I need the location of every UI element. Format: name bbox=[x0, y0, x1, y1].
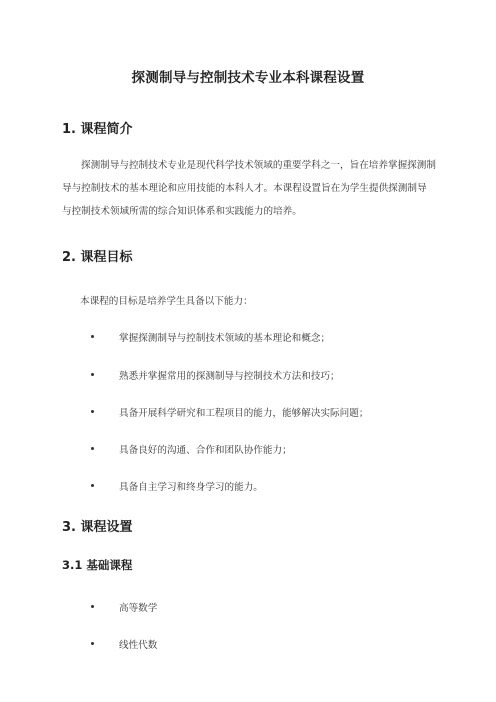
bullet-icon bbox=[91, 642, 94, 645]
list-item-text: 具备良好的沟通、合作和团队协作能力； bbox=[119, 445, 292, 456]
goals-lead-text: 本课程的目标是培养学生具备以下能力： bbox=[80, 296, 253, 307]
bullet-icon bbox=[91, 605, 94, 608]
list-item-text: 掌握探测制导与控制技术领域的基本理论和概念； bbox=[119, 333, 331, 344]
subsection-heading-basic: 3.1 基础课程 bbox=[62, 558, 133, 572]
section-heading-goals: 2. 课程目标 bbox=[62, 250, 133, 265]
bullet-icon bbox=[91, 484, 94, 487]
list-item-text: 熟悉并掌握常用的探测制导与控制技术方法和技巧； bbox=[119, 371, 340, 382]
section-heading-courses: 3. 课程设置 bbox=[62, 520, 133, 535]
bullet-icon bbox=[91, 373, 94, 376]
bullet-icon bbox=[91, 447, 94, 450]
bullet-icon bbox=[91, 335, 94, 338]
list-item-text: 高等数学 bbox=[119, 603, 158, 614]
document-title: 探测制导与控制技术专业本科课程设置 bbox=[131, 70, 365, 86]
list-item-text: 具备开展科学研究和工程项目的能力，能够解决实际问题； bbox=[119, 408, 369, 419]
intro-paragraph-text: 探测制导与控制技术专业是现代科学技术领域的重要学科之一，旨在培养掌握探测制导与控制技术的基本理论和应用技能的本科人才。本课程设置旨在为学生提供探测制导与控制技术领域所需的综合知识体系和实践能力的培养。 bbox=[62, 160, 436, 217]
intro-paragraph bbox=[62, 154, 436, 223]
bullet-icon bbox=[91, 410, 94, 413]
section-heading-intro: 1. 课程简介 bbox=[62, 122, 133, 137]
list-item-text: 具备自主学习和终身学习的能力。 bbox=[119, 482, 263, 493]
list-item-text: 线性代数 bbox=[119, 640, 158, 651]
